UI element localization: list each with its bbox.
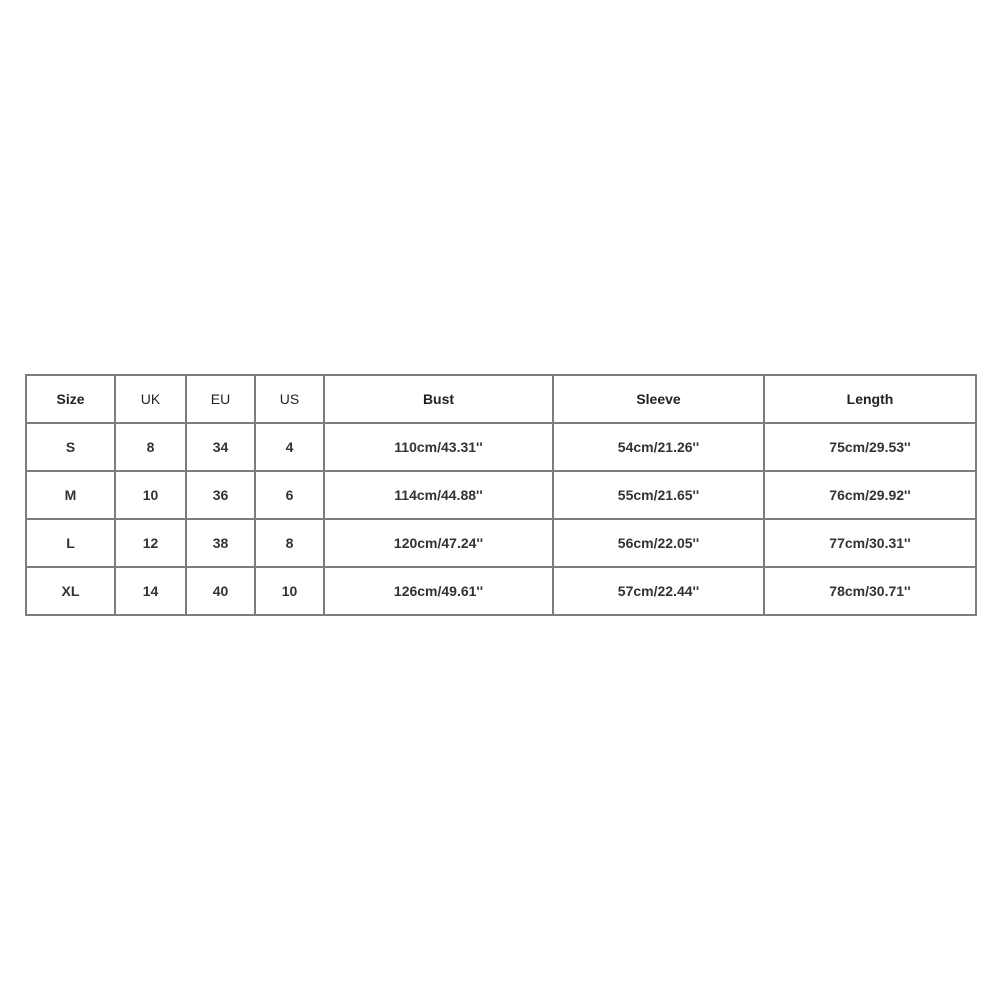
cell-eu: 34 (186, 423, 255, 471)
cell-uk: 12 (115, 519, 186, 567)
header-sleeve: Sleeve (553, 375, 764, 423)
cell-us: 6 (255, 471, 324, 519)
cell-length: 77cm/30.31'' (764, 519, 976, 567)
cell-eu: 40 (186, 567, 255, 615)
header-eu: EU (186, 375, 255, 423)
header-uk: UK (115, 375, 186, 423)
cell-sleeve: 54cm/21.26'' (553, 423, 764, 471)
cell-uk: 8 (115, 423, 186, 471)
cell-sleeve: 55cm/21.65'' (553, 471, 764, 519)
table-row (26, 471, 976, 519)
header-bust: Bust (324, 375, 553, 423)
table-row (26, 423, 976, 471)
cell-sleeve: 56cm/22.05'' (553, 519, 764, 567)
header-us: US (255, 375, 324, 423)
cell-size: M (26, 471, 115, 519)
table-row (26, 519, 976, 567)
size-chart-table (25, 374, 977, 616)
cell-us: 10 (255, 567, 324, 615)
cell-bust: 126cm/49.61'' (324, 567, 553, 615)
cell-length: 78cm/30.71'' (764, 567, 976, 615)
header-size: Size (26, 375, 115, 423)
cell-size: L (26, 519, 115, 567)
cell-bust: 114cm/44.88'' (324, 471, 553, 519)
cell-length: 76cm/29.92'' (764, 471, 976, 519)
cell-size: S (26, 423, 115, 471)
cell-uk: 14 (115, 567, 186, 615)
cell-sleeve: 57cm/22.44'' (553, 567, 764, 615)
cell-bust: 110cm/43.31'' (324, 423, 553, 471)
cell-eu: 36 (186, 471, 255, 519)
cell-uk: 10 (115, 471, 186, 519)
table-row (26, 567, 976, 615)
cell-us: 4 (255, 423, 324, 471)
cell-bust: 120cm/47.24'' (324, 519, 553, 567)
table-header-row (26, 375, 976, 423)
cell-length: 75cm/29.53'' (764, 423, 976, 471)
cell-size: XL (26, 567, 115, 615)
header-length: Length (764, 375, 976, 423)
cell-eu: 38 (186, 519, 255, 567)
cell-us: 8 (255, 519, 324, 567)
